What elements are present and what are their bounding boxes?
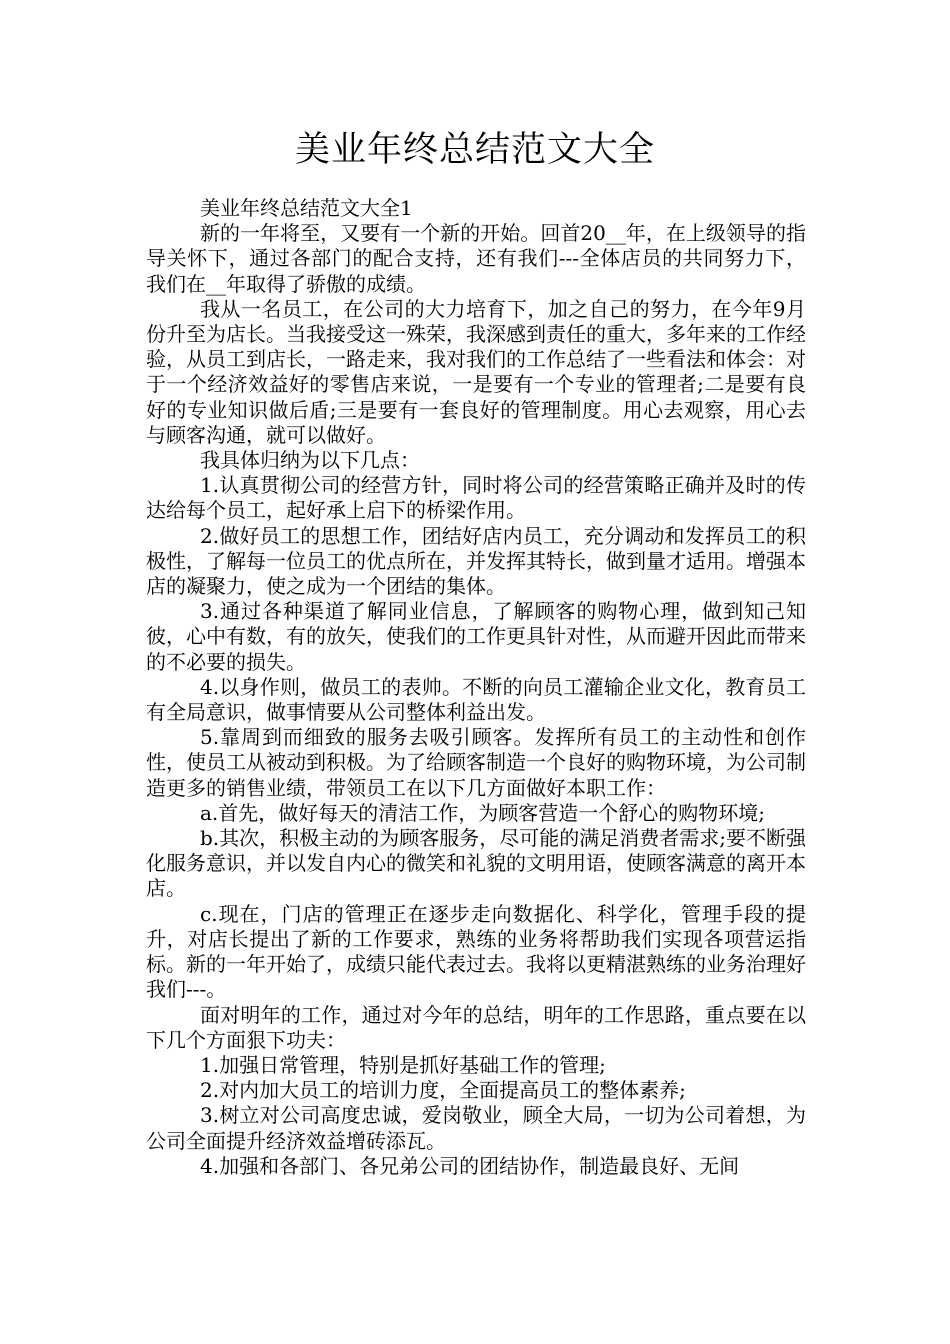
- document-title: 美业年终总结范文大全: [294, 130, 655, 170]
- paragraph: 我具体归纳为以下几点：: [200, 448, 420, 473]
- section-heading: 美业年终总结范文大全1: [200, 196, 413, 220]
- paragraph: c.现在，门店的管理正在逐步走向数据化、科学化，管理手段的提升，对店长提出了新的工作要求，熟练的业务将帮助我们实现各项营运指标。新的一年开始了，成绩只能代表过去。我将以更精湛熟练的业务治理好我们---。: [146, 901, 806, 1002]
- paragraph: 4.以身作则，做员工的表帅。不断的向员工灌输企业文化，教育员工有全局意识，做事情要从公司整体利益出发。: [146, 674, 806, 725]
- paragraph: b.其次，积极主动的为顾客服务，尽可能的满足消费者需求;要不断强化服务意识，并以发自内心的微笑和礼貌的文明用语，使顾客满意的离开本店。: [146, 826, 806, 901]
- paragraph: 1.认真贯彻公司的经营方针，同时将公司的经营策略正确并及时的传达给每个员工，起好承上启下的桥梁作用。: [146, 473, 806, 523]
- paragraph: 5.靠周到而细致的服务去吸引顾客。发挥所有员工的主动性和创作性，使员工从被动到积极。为了给顾客制造一个良好的购物环境，为公司制造更多的销售业绩，带领员工在以下几方面做好本职工作：: [146, 725, 806, 800]
- paragraph: 2.做好员工的思想工作，团结好店内员工，充分调动和发挥员工的积极性，了解每一位员工的优点所在，并发挥其特长，做到量才适用。增强本店的凝聚力，使之成为一个团结的集体。: [146, 523, 806, 599]
- paragraph: 3.通过各种渠道了解同业信息，了解顾客的购物心理，做到知己知彼，心中有数，有的放矢，使我们的工作更具针对性，从而避开因此而带来的不必要的损失。: [146, 599, 806, 674]
- paragraph: 我从一名员工，在公司的大力培育下，加之自己的努力，在今年9月份升至为店长。当我接受这一殊荣，我深感到责任的重大，多年来的工作经验，从员工到店长，一路走来，我对我们的工作总结了一些看法和体会：对于一个经济效益好的零售店来说，一是要有一个专业的管理者;二是要有良好的专业知识做后盾;三是要有一套良好的管理制度。用心去观察，用心去与顾客沟通，就可以做好。: [146, 296, 806, 447]
- paragraph: 3.树立对公司高度忠诚，爱岗敬业，顾全大局，一切为公司着想，为公司全面提升经济效益增砖添瓦。: [146, 1103, 806, 1153]
- paragraph: 新的一年将至，又要有一个新的开始。回首20__年，在上级领导的指导关怀下，通过各部门的配合支持，还有我们---全体店员的共同努力下，我们在__年取得了骄傲的成绩。: [146, 221, 806, 296]
- document-body: [146, 196, 806, 1179]
- paragraph: a.首先，做好每天的清洁工作，为顾客营造一个舒心的购物环境;: [200, 800, 766, 825]
- paragraph: 1.加强日常管理，特别是抓好基础工作的管理;: [200, 1052, 606, 1077]
- paragraph: 2.对内加大员工的培训力度，全面提高员工的整体素养;: [200, 1078, 686, 1103]
- paragraph: 4.加强和各部门、各兄弟公司的团结协作，制造最良好、无间: [200, 1153, 740, 1178]
- paragraph: 面对明年的工作，通过对今年的总结，明年的工作思路，重点要在以下几个方面狠下功夫：: [146, 1002, 806, 1052]
